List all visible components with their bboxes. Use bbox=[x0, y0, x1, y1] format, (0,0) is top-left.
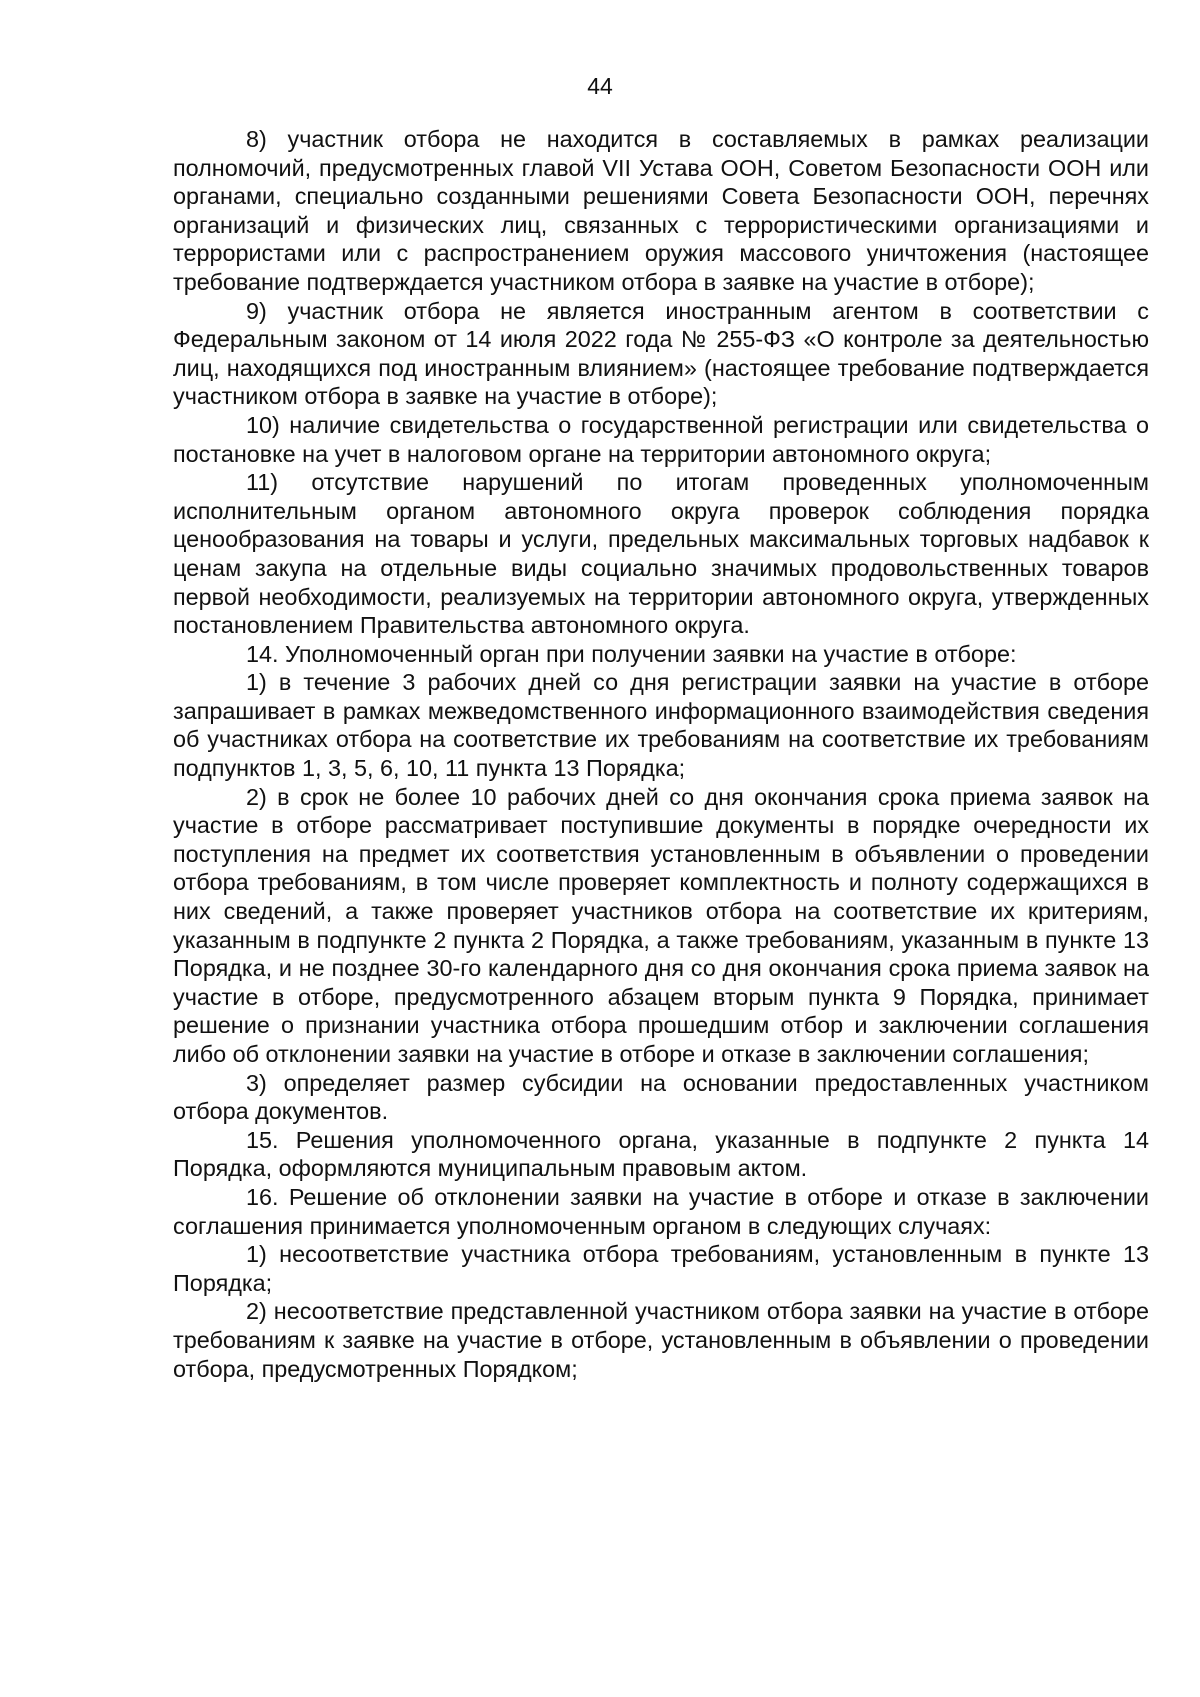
paragraph-item-10: 10) наличие свидетельства о государственной регистрации или свидетельства о постановке на учет в налоговом органе на территории автономного округа; bbox=[173, 411, 1149, 467]
paragraph-item-11: 11) отсутствие нарушений по итогам проведенных уполномоченным исполнительным органом автономного округа проверок соблюдения порядка ценообразования на товары и услуги, предельных максимальных торговых надбавок к ценам закупа на отдельные виды социально значимых продовольственных товаров первой необходимости, реализуемых на территории автономного округа, утвержденных постановлением Правительства автономного округа. bbox=[173, 469, 1149, 639]
document-body bbox=[173, 125, 1149, 1383]
paragraph-item-8: 8) участник отбора не находится в составляемых в рамках реализации полномочий, предусмотренных главой VII Устава ООН, Советом Безопасности ООН или органами, специально созданными решениями Совета Безопасности ООН, перечнях организаций и физических лиц, связанных с террористическими организациями и террористами или с распространением оружия массового уничтожения (настоящее требование подтверждается участником отбора в заявке на участие в отборе); bbox=[173, 126, 1149, 295]
paragraph-item-9: 9) участник отбора не является иностранным агентом в соответствии с Федеральным законом от 14 июля 2022 года № 255-ФЗ «О контроле за деятельностью лиц, находящихся под иностранным влиянием» (настоящее требование подтверждается участником отбора в заявке на участие в отборе); bbox=[173, 297, 1149, 410]
paragraph-section-14-item-2: 2) в срок не более 10 рабочих дней со дня окончания срока приема заявок на участие в отборе рассматривает поступившие документы в порядке очередности их поступления на предмет их соответствия установленным в объявлении о проведении отбора требованиям, в том числе проверяет комплектность и полноту содержащихся в них сведений, а также проверяет участников отбора на соответствие их критериям, указанным в подпункте 2 пункта 2 Порядка, а также требованиям, указанным в пункте 13 Порядка, и не позднее 30-го календарного дня со дня окончания срока приема заявок на участие в отборе, предусмотренного абзацем вторым пункта 9 Порядка, принимает решение о признании участника отбора прошедшим отбор и заключении соглашения либо об отклонении заявки на участие в отборе и отказе в заключении соглашения; bbox=[173, 783, 1149, 1067]
paragraph-section-14-item-1: 1) в течение 3 рабочих дней со дня регистрации заявки на участие в отборе запрашивает в рамках межведомственного информационного взаимодействия сведения об участниках отбора на соответствие их требованиям на соответствие их требованиям подпунктов 1, 3, 5, 6, 10, 11 пункта 13 Порядка; bbox=[173, 669, 1149, 782]
paragraph-section-15: 15. Решения уполномоченного органа, указанные в подпункте 2 пункта 14 Порядка, оформляются муниципальным правовым актом. bbox=[173, 1126, 1149, 1182]
page-number: 44 bbox=[587, 73, 613, 99]
paragraph-section-14-item-3: 3) определяет размер субсидии на основании предоставленных участником отбора документов. bbox=[173, 1069, 1149, 1125]
paragraph-section-16: 16. Решение об отклонении заявки на участие в отборе и отказе в заключении соглашения принимается уполномоченным органом в следующих случаях: bbox=[173, 1183, 1149, 1239]
paragraph-section-16-item-1: 1) несоответствие участника отбора требованиям, установленным в пункте 13 Порядка; bbox=[173, 1241, 1149, 1296]
paragraph-section-14: 14. Уполномоченный орган при получении заявки на участие в отборе: bbox=[246, 640, 1017, 667]
paragraph-section-16-item-2: 2) несоответствие представленной участником отбора заявки на участие в отборе требованиям к заявке на участие в отборе, установленным в объявлении о проведении отбора, предусмотренных Порядком; bbox=[173, 1298, 1149, 1382]
